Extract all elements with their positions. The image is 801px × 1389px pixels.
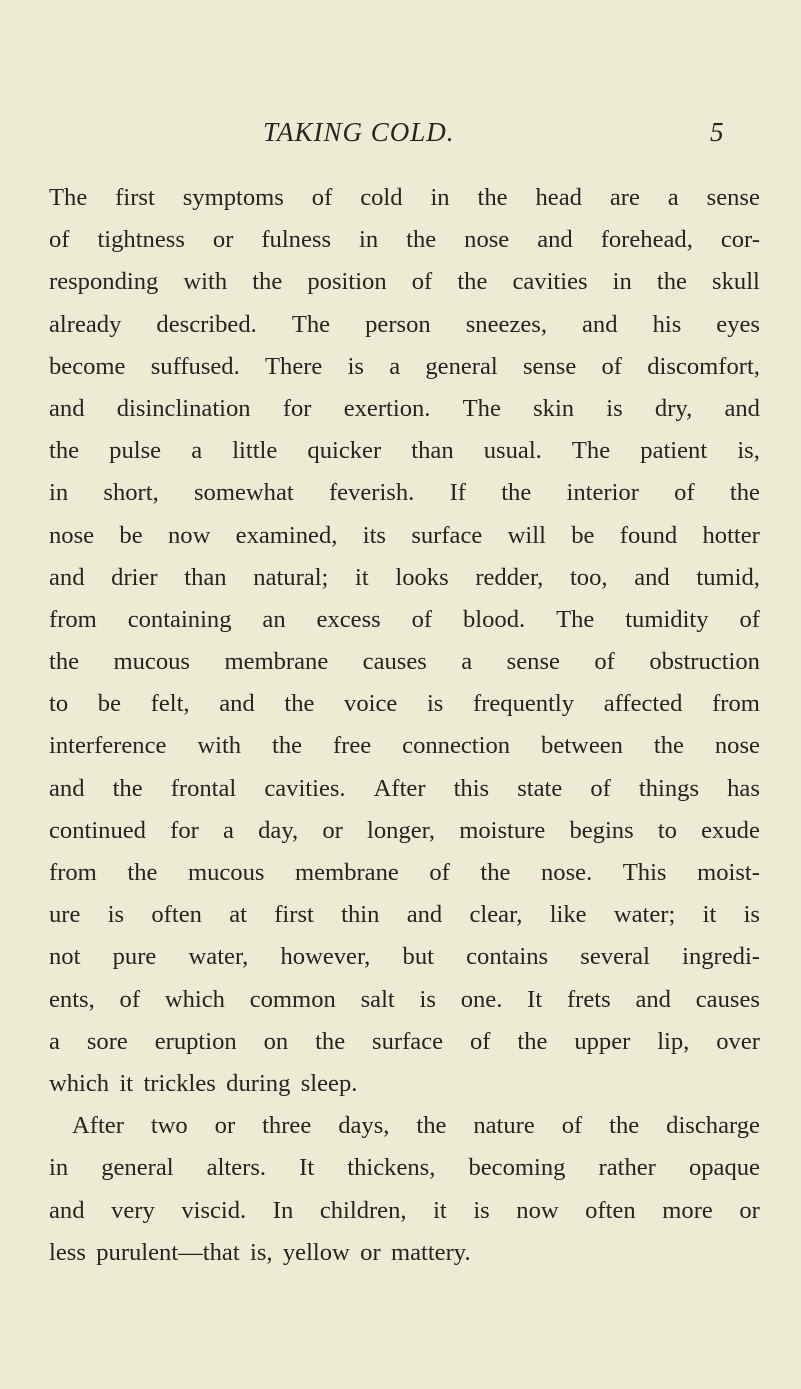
word: alters. — [206, 1154, 267, 1182]
text-line — [49, 472, 760, 514]
word: a — [223, 816, 234, 844]
word: over — [716, 1027, 760, 1055]
word: from — [712, 690, 760, 718]
word: however, — [280, 943, 371, 971]
word: causes — [695, 985, 760, 1013]
text-line — [49, 599, 760, 641]
word: it — [355, 563, 369, 591]
word: sleep. — [300, 1069, 358, 1097]
word: yellow — [282, 1238, 350, 1266]
word: a — [461, 648, 473, 676]
word: during — [226, 1069, 291, 1097]
word: the — [416, 1112, 447, 1140]
word: not — [49, 943, 81, 971]
text-line — [49, 304, 760, 346]
word: a — [191, 437, 203, 465]
word: children, — [319, 1196, 407, 1224]
word: now — [167, 521, 211, 549]
word: nose — [49, 521, 95, 549]
word: the — [477, 184, 508, 211]
word: often — [585, 1196, 636, 1224]
word: in — [612, 268, 632, 296]
word: in — [430, 184, 450, 211]
word: the — [729, 479, 760, 507]
word: with — [183, 268, 228, 296]
word: surface — [411, 521, 483, 549]
word: be — [119, 521, 143, 549]
word: person — [365, 310, 431, 338]
word: of — [561, 1112, 583, 1140]
word: free — [333, 732, 372, 760]
word: in — [49, 1154, 69, 1182]
word: nature — [473, 1112, 535, 1140]
word: the — [252, 268, 283, 296]
word: described. — [156, 310, 257, 338]
word: sneezes, — [465, 310, 547, 338]
word: becoming — [468, 1154, 566, 1182]
word: The — [49, 184, 88, 211]
word: water, — [188, 943, 249, 971]
word: will — [507, 521, 546, 549]
word: ingredi- — [682, 943, 760, 971]
word: often — [151, 901, 202, 929]
word: the — [457, 268, 488, 296]
word: from — [49, 859, 97, 886]
word: head — [535, 184, 582, 211]
word: hotter — [702, 521, 760, 549]
word: clear, — [469, 901, 523, 929]
text-line — [49, 388, 760, 430]
word: mattery. — [390, 1238, 471, 1266]
text-line — [49, 430, 760, 472]
word: water; — [613, 901, 676, 929]
word: natural; — [253, 563, 329, 591]
word: less — [49, 1238, 86, 1266]
word: and — [49, 774, 85, 802]
word: mucous — [113, 648, 190, 676]
word: general — [101, 1154, 174, 1182]
word: short, — [103, 479, 159, 507]
word: tightness — [97, 226, 185, 254]
word: the — [127, 859, 158, 886]
word: This — [622, 859, 667, 886]
word: for — [170, 816, 199, 844]
word: from — [49, 605, 97, 633]
word: affected — [603, 690, 683, 718]
word: containing — [127, 605, 232, 633]
word: responding — [49, 268, 159, 296]
text-line — [49, 979, 760, 1021]
word: for — [282, 394, 312, 422]
word: membrane — [295, 859, 399, 886]
word: and — [406, 901, 443, 929]
text-line — [49, 1063, 760, 1105]
word: and — [635, 985, 671, 1013]
text-line — [49, 894, 760, 936]
word: upper — [574, 1027, 631, 1055]
text-line — [49, 1105, 760, 1147]
word: The — [462, 394, 501, 422]
word: the — [653, 732, 684, 760]
text-line — [49, 346, 760, 388]
word: is — [419, 985, 436, 1013]
word: longer, — [367, 816, 436, 844]
word: the — [501, 479, 532, 507]
word: exertion. — [343, 394, 431, 422]
word: the — [480, 859, 511, 886]
word: the — [656, 268, 687, 296]
word: than — [411, 437, 454, 465]
word: days, — [338, 1112, 390, 1140]
word: thickens, — [347, 1154, 436, 1182]
word: become — [49, 352, 126, 380]
text-line — [49, 852, 760, 894]
word: exude — [701, 816, 760, 844]
word: to — [49, 690, 69, 718]
word: a — [49, 1027, 60, 1055]
word: frontal — [170, 774, 237, 802]
word: interference — [49, 732, 167, 760]
word: connection — [402, 732, 511, 760]
word: a — [389, 352, 401, 380]
text-line — [49, 261, 760, 303]
word: this — [453, 774, 490, 802]
word: examined, — [235, 521, 338, 549]
word: frets — [566, 985, 611, 1013]
word: its — [362, 521, 386, 549]
text-line — [49, 1147, 760, 1189]
word: too, — [569, 563, 608, 591]
word: two — [150, 1112, 188, 1140]
word: or — [212, 226, 234, 254]
word: symptoms — [182, 184, 284, 211]
word: but — [402, 943, 434, 971]
word: one. — [460, 985, 503, 1013]
word: than — [184, 563, 227, 591]
word: is, — [737, 437, 760, 465]
word: it — [119, 1069, 134, 1097]
word: ents, — [49, 985, 95, 1013]
word: purulent—that — [96, 1238, 240, 1266]
word: trickles — [143, 1069, 216, 1097]
word: his — [652, 310, 682, 338]
page-header — [0, 117, 801, 157]
word: nose — [714, 732, 760, 760]
word: of — [601, 352, 622, 380]
word: begins — [569, 816, 634, 844]
word: is — [743, 901, 760, 929]
word: the — [112, 774, 143, 802]
word: and — [634, 563, 670, 591]
word: discharge — [666, 1112, 760, 1140]
word: in — [49, 479, 69, 507]
word: patient — [640, 437, 708, 465]
word: quicker — [307, 437, 382, 465]
page-number: 5 — [710, 117, 724, 147]
word: forehead, — [600, 226, 693, 254]
word: redder, — [475, 563, 544, 591]
word: on — [263, 1027, 289, 1055]
word: pulse — [109, 437, 162, 465]
word: contains — [466, 943, 549, 971]
word: an — [262, 605, 286, 633]
word: frequently — [473, 690, 575, 718]
word: is — [606, 394, 623, 422]
word: first — [274, 901, 314, 929]
text-line — [49, 936, 760, 978]
word: rather — [598, 1154, 656, 1182]
word: drier — [111, 563, 158, 591]
text-line — [49, 683, 760, 725]
word: now — [516, 1196, 559, 1224]
word: and — [724, 394, 760, 422]
word: of — [590, 774, 611, 802]
word: sense — [522, 352, 577, 380]
word: be — [571, 521, 595, 549]
word: or — [739, 1196, 760, 1224]
word: The — [291, 310, 331, 338]
word: and — [582, 310, 618, 338]
word: cor- — [720, 226, 760, 254]
word: with — [197, 732, 242, 760]
word: thin — [341, 901, 380, 929]
word: fulness — [261, 226, 332, 254]
word: which — [49, 1069, 110, 1097]
word: The — [556, 605, 595, 633]
word: things — [638, 774, 700, 802]
word: usual. — [483, 437, 542, 465]
word: In — [272, 1196, 294, 1224]
word: membrane — [224, 648, 329, 676]
word: little — [232, 437, 278, 465]
word: more — [662, 1196, 713, 1224]
word: nose. — [541, 859, 593, 886]
word: of — [49, 226, 70, 254]
word: which — [164, 985, 225, 1013]
word: skin — [533, 394, 575, 422]
word: pure — [112, 943, 157, 971]
word: is, — [249, 1238, 273, 1266]
word: is — [347, 352, 364, 380]
word: the — [609, 1112, 640, 1140]
word: feverish. — [328, 479, 415, 507]
word: in — [359, 226, 379, 254]
word: the — [315, 1027, 346, 1055]
text-line — [49, 725, 760, 767]
word: and — [219, 690, 255, 718]
word: the — [406, 226, 437, 254]
word: eruption — [154, 1027, 237, 1055]
word: of — [739, 605, 760, 633]
text-line — [49, 557, 760, 599]
word: and — [49, 1196, 85, 1224]
word: found — [619, 521, 678, 549]
word: skull — [712, 268, 760, 296]
word: opaque — [688, 1154, 760, 1182]
word: somewhat — [193, 479, 294, 507]
word: already — [49, 310, 122, 338]
word: cavities — [512, 268, 588, 296]
word: of — [411, 605, 433, 633]
word: is — [473, 1196, 490, 1224]
word: is — [426, 690, 444, 718]
word: It — [299, 1154, 315, 1182]
word: of — [594, 648, 615, 676]
text-line — [49, 1021, 760, 1063]
word: felt, — [150, 690, 190, 718]
word: first — [115, 184, 155, 211]
word: sore — [86, 1027, 128, 1055]
word: general — [425, 352, 498, 380]
word: state — [517, 774, 563, 802]
word: salt — [360, 985, 395, 1013]
word: of — [119, 985, 141, 1013]
running-head: TAKING COLD. — [263, 117, 455, 147]
word: mucous — [187, 859, 265, 886]
word: suffused. — [150, 352, 240, 380]
word: common — [249, 985, 336, 1013]
word: it — [702, 901, 717, 929]
word: surface — [372, 1027, 444, 1055]
word: interior — [566, 479, 639, 507]
word: like — [549, 901, 587, 929]
word: the — [49, 437, 80, 465]
word: several — [580, 943, 650, 971]
word: excess — [316, 605, 381, 633]
word: continued — [49, 816, 146, 844]
word: It — [527, 985, 543, 1013]
word: lip, — [657, 1027, 690, 1055]
word: of — [429, 859, 450, 886]
word: is — [107, 901, 125, 929]
word: looks — [395, 563, 449, 591]
word: and — [49, 563, 85, 591]
word: the — [272, 732, 303, 760]
body-text — [49, 177, 760, 1274]
word: The — [571, 437, 611, 465]
word: causes — [362, 648, 427, 676]
word: voice — [344, 690, 398, 718]
word: the — [517, 1027, 548, 1055]
word: at — [229, 901, 247, 929]
word: of — [411, 268, 433, 296]
word: blood. — [463, 605, 526, 633]
word: moisture — [459, 816, 546, 844]
word: If — [449, 479, 466, 507]
word: between — [541, 732, 623, 760]
word: viscid. — [181, 1196, 247, 1224]
word: There — [265, 352, 323, 380]
word: disinclination — [116, 394, 251, 422]
word: a — [667, 184, 679, 211]
word: has — [727, 774, 760, 802]
word: and — [49, 394, 85, 422]
word: cold — [360, 184, 403, 211]
word: the — [49, 648, 80, 676]
word: of — [469, 1027, 491, 1055]
word: tumidity — [625, 605, 709, 633]
word: to — [657, 816, 677, 844]
word: discomfort, — [647, 352, 760, 380]
word: After — [72, 1112, 124, 1140]
word: be — [97, 690, 121, 718]
text-line — [49, 219, 760, 261]
word: dry, — [654, 394, 693, 422]
word: it — [433, 1196, 447, 1224]
word: day, — [258, 816, 299, 844]
text-line — [49, 641, 760, 683]
word: moist- — [697, 859, 760, 886]
word: sense — [506, 648, 560, 676]
word: position — [307, 268, 387, 296]
word: very — [111, 1196, 155, 1224]
word: or — [214, 1112, 236, 1140]
text-line — [49, 515, 760, 557]
word: the — [284, 690, 315, 718]
text-line — [49, 1190, 760, 1232]
word: nose — [464, 226, 510, 254]
text-line — [49, 1232, 760, 1274]
word: or — [360, 1238, 381, 1266]
word: and — [537, 226, 573, 254]
word: After — [373, 774, 426, 802]
word: or — [322, 816, 343, 844]
text-line — [49, 768, 760, 810]
word: sense — [706, 184, 760, 211]
word: of — [311, 184, 333, 211]
word: eyes — [716, 310, 760, 338]
text-line — [49, 177, 760, 219]
word: obstruction — [649, 648, 760, 676]
word: of — [674, 479, 695, 507]
word: three — [262, 1112, 312, 1140]
text-line — [49, 810, 760, 852]
word: are — [609, 184, 640, 211]
word: ure — [49, 901, 81, 929]
word: tumid, — [696, 563, 760, 591]
word: cavities. — [264, 774, 346, 802]
